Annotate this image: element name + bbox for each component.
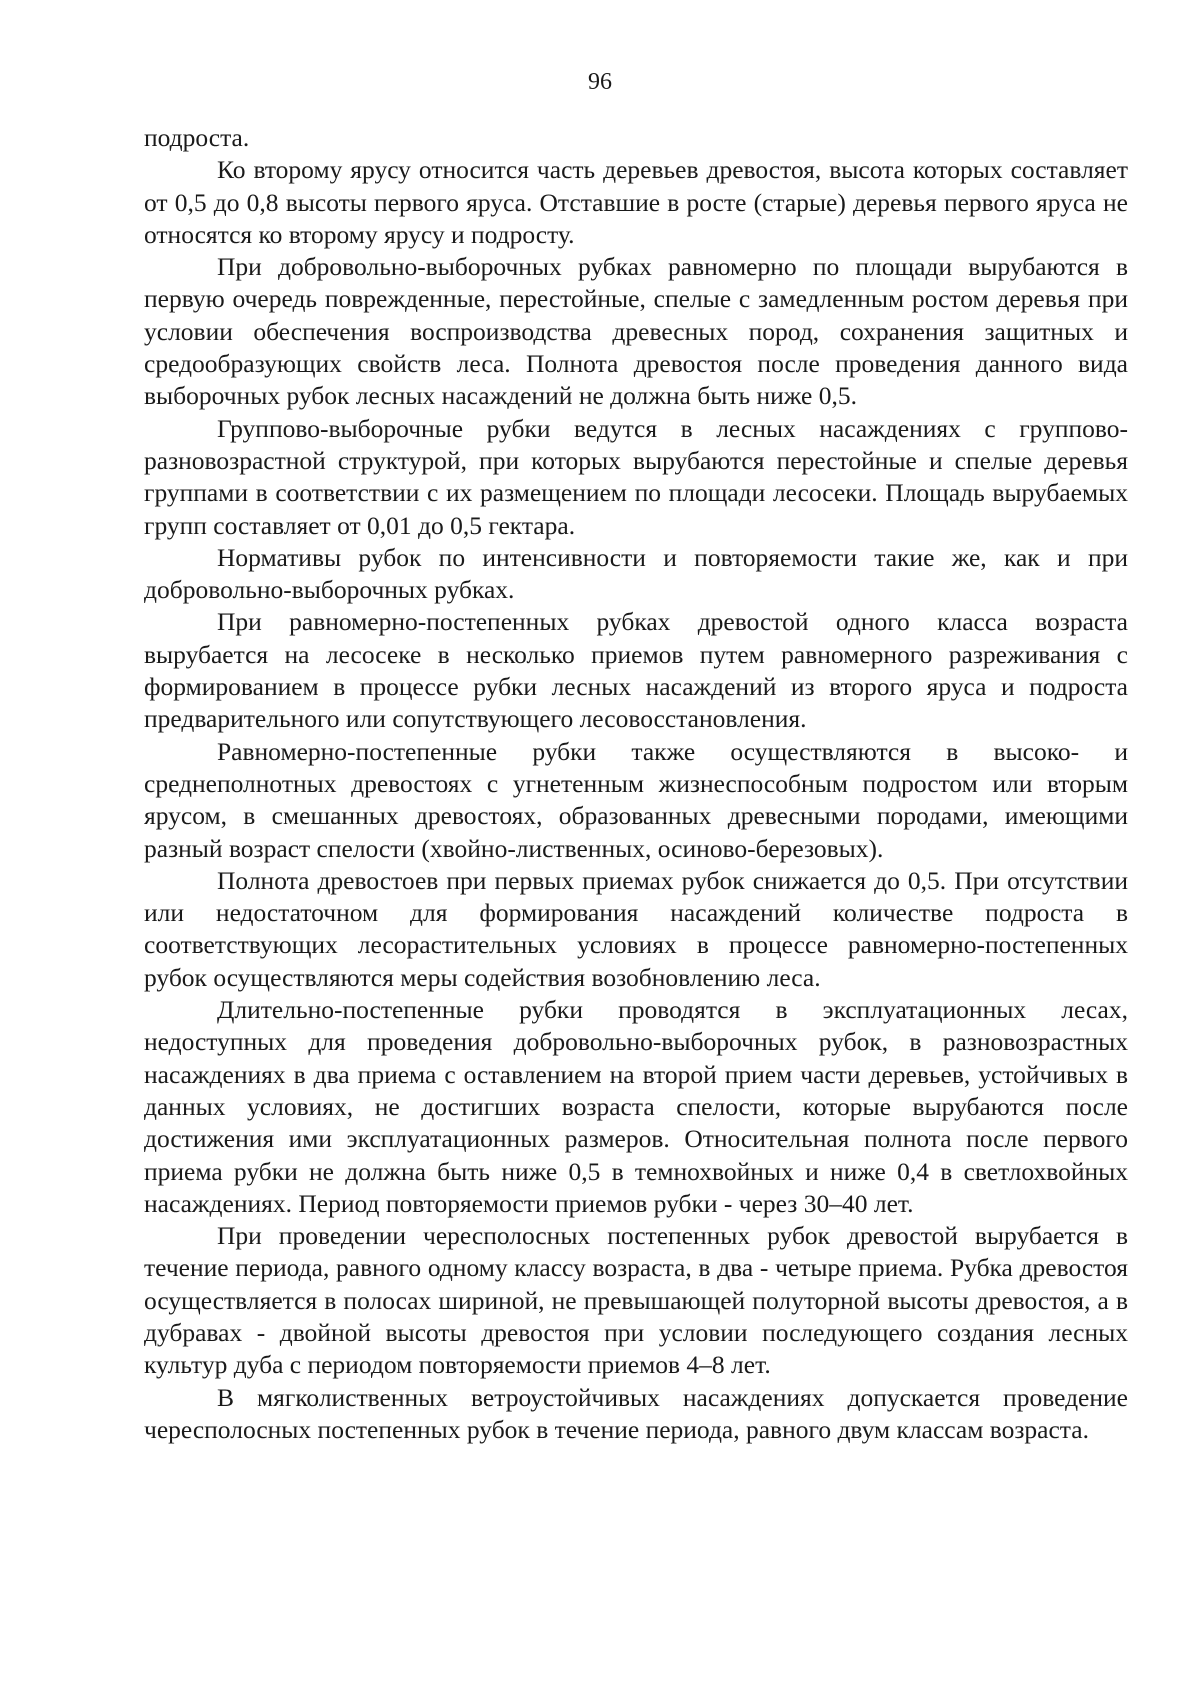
paragraph: Группово-выборочные рубки ведутся в лесных насаждениях с группово-разновозрастной структурой, при которых вырубаются перестойные и спелые деревья группами в соответствии с их размещением по площади лесосеки. Площадь вырубаемых групп составляет от 0,01 до 0,5 гектара. [144, 413, 1128, 540]
paragraph: Равномерно-постепенные рубки также осуществляются в высоко- и среднеполнотных древостоях с угнетенным жизнеспособным подростом или вторым ярусом, в смешанных древостоях, образованных древесными породами, имеющими разный возраст спелости (хвойно-лиственных, осиново-березовых). [144, 736, 1128, 863]
paragraph-continuation: подроста. [144, 123, 250, 152]
paragraph: При проведении чересполосных постепенных рубок древостой вырубается в течение периода, равного одному классу возраста, в два - четыре приема. Рубка древостоя осуществляется в полосах шириной, не превышающей полуторной высоты древостоя, а в дубравах - двойной высоты древостоя при условии последующего создания лесных культур дуба с периодом повторяемости приемов 4–8 лет. [144, 1221, 1128, 1380]
paragraph: Нормативы рубок по интенсивности и повторяемости такие же, как и при добровольно-выборочных рубках. [144, 542, 1128, 605]
paragraph: Полнота древостоев при первых приемах рубок снижается до 0,5. При отсутствии или недостаточном для формирования насаждений количестве подроста в соответствующих лесорастительных условиях в процессе равномерно-постепенных рубок осуществляются меры содействия возобновлению леса. [144, 865, 1128, 992]
paragraph: В мягколиственных ветроустойчивых насаждениях допускается проведение чересполосных постепенных рубок в течение периода, равного двум классам возраста. [144, 1382, 1128, 1444]
paragraph: При добровольно-выборочных рубках равномерно по площади вырубаются в первую очередь поврежденные, перестойные, спелые с замедленным ростом деревья при условии обеспечения воспроизводства древесных пород, сохранения защитных и средообразующих свойств леса. Полнота древостоя после проведения данного вида выборочных рубок лесных насаждений не должна быть ниже 0,5. [144, 252, 1128, 411]
paragraph: При равномерно-постепенных рубках древостой одного класса возраста вырубается на лесосеке в несколько приемов путем равномерного разреживания с формированием в процессе рубки лесных насаждений из второго яруса и подроста предварительного или сопутствующего лесовосстановления. [144, 607, 1128, 734]
paragraph: Ко второму ярусу относится часть деревьев древостоя, высота которых составляет от 0,5 до 0,8 высоты первого яруса. Отставшие в росте (старые) деревья первого яруса не относятся ко второму ярусу и подросту. [144, 155, 1128, 249]
document-body [144, 122, 1128, 1446]
page-number: 96 [588, 69, 612, 95]
paragraph: Длительно-постепенные рубки проводятся в эксплуатационных лесах, недоступных для проведения добровольно-выборочных рубок, в разновозрастных насаждениях в два приема с оставлением на второй прием части деревьев, устойчивых в данных условиях, не достигших возраста спелости, которые вырубаются после достижения ими эксплуатационных размеров. Относительная полнота после первого приема рубки не должна быть ниже 0,5 в темнохвойных и ниже 0,4 в светлохвойных насаждениях. Период повторяемости приемов рубки - через 30–40 лет. [144, 995, 1128, 1218]
